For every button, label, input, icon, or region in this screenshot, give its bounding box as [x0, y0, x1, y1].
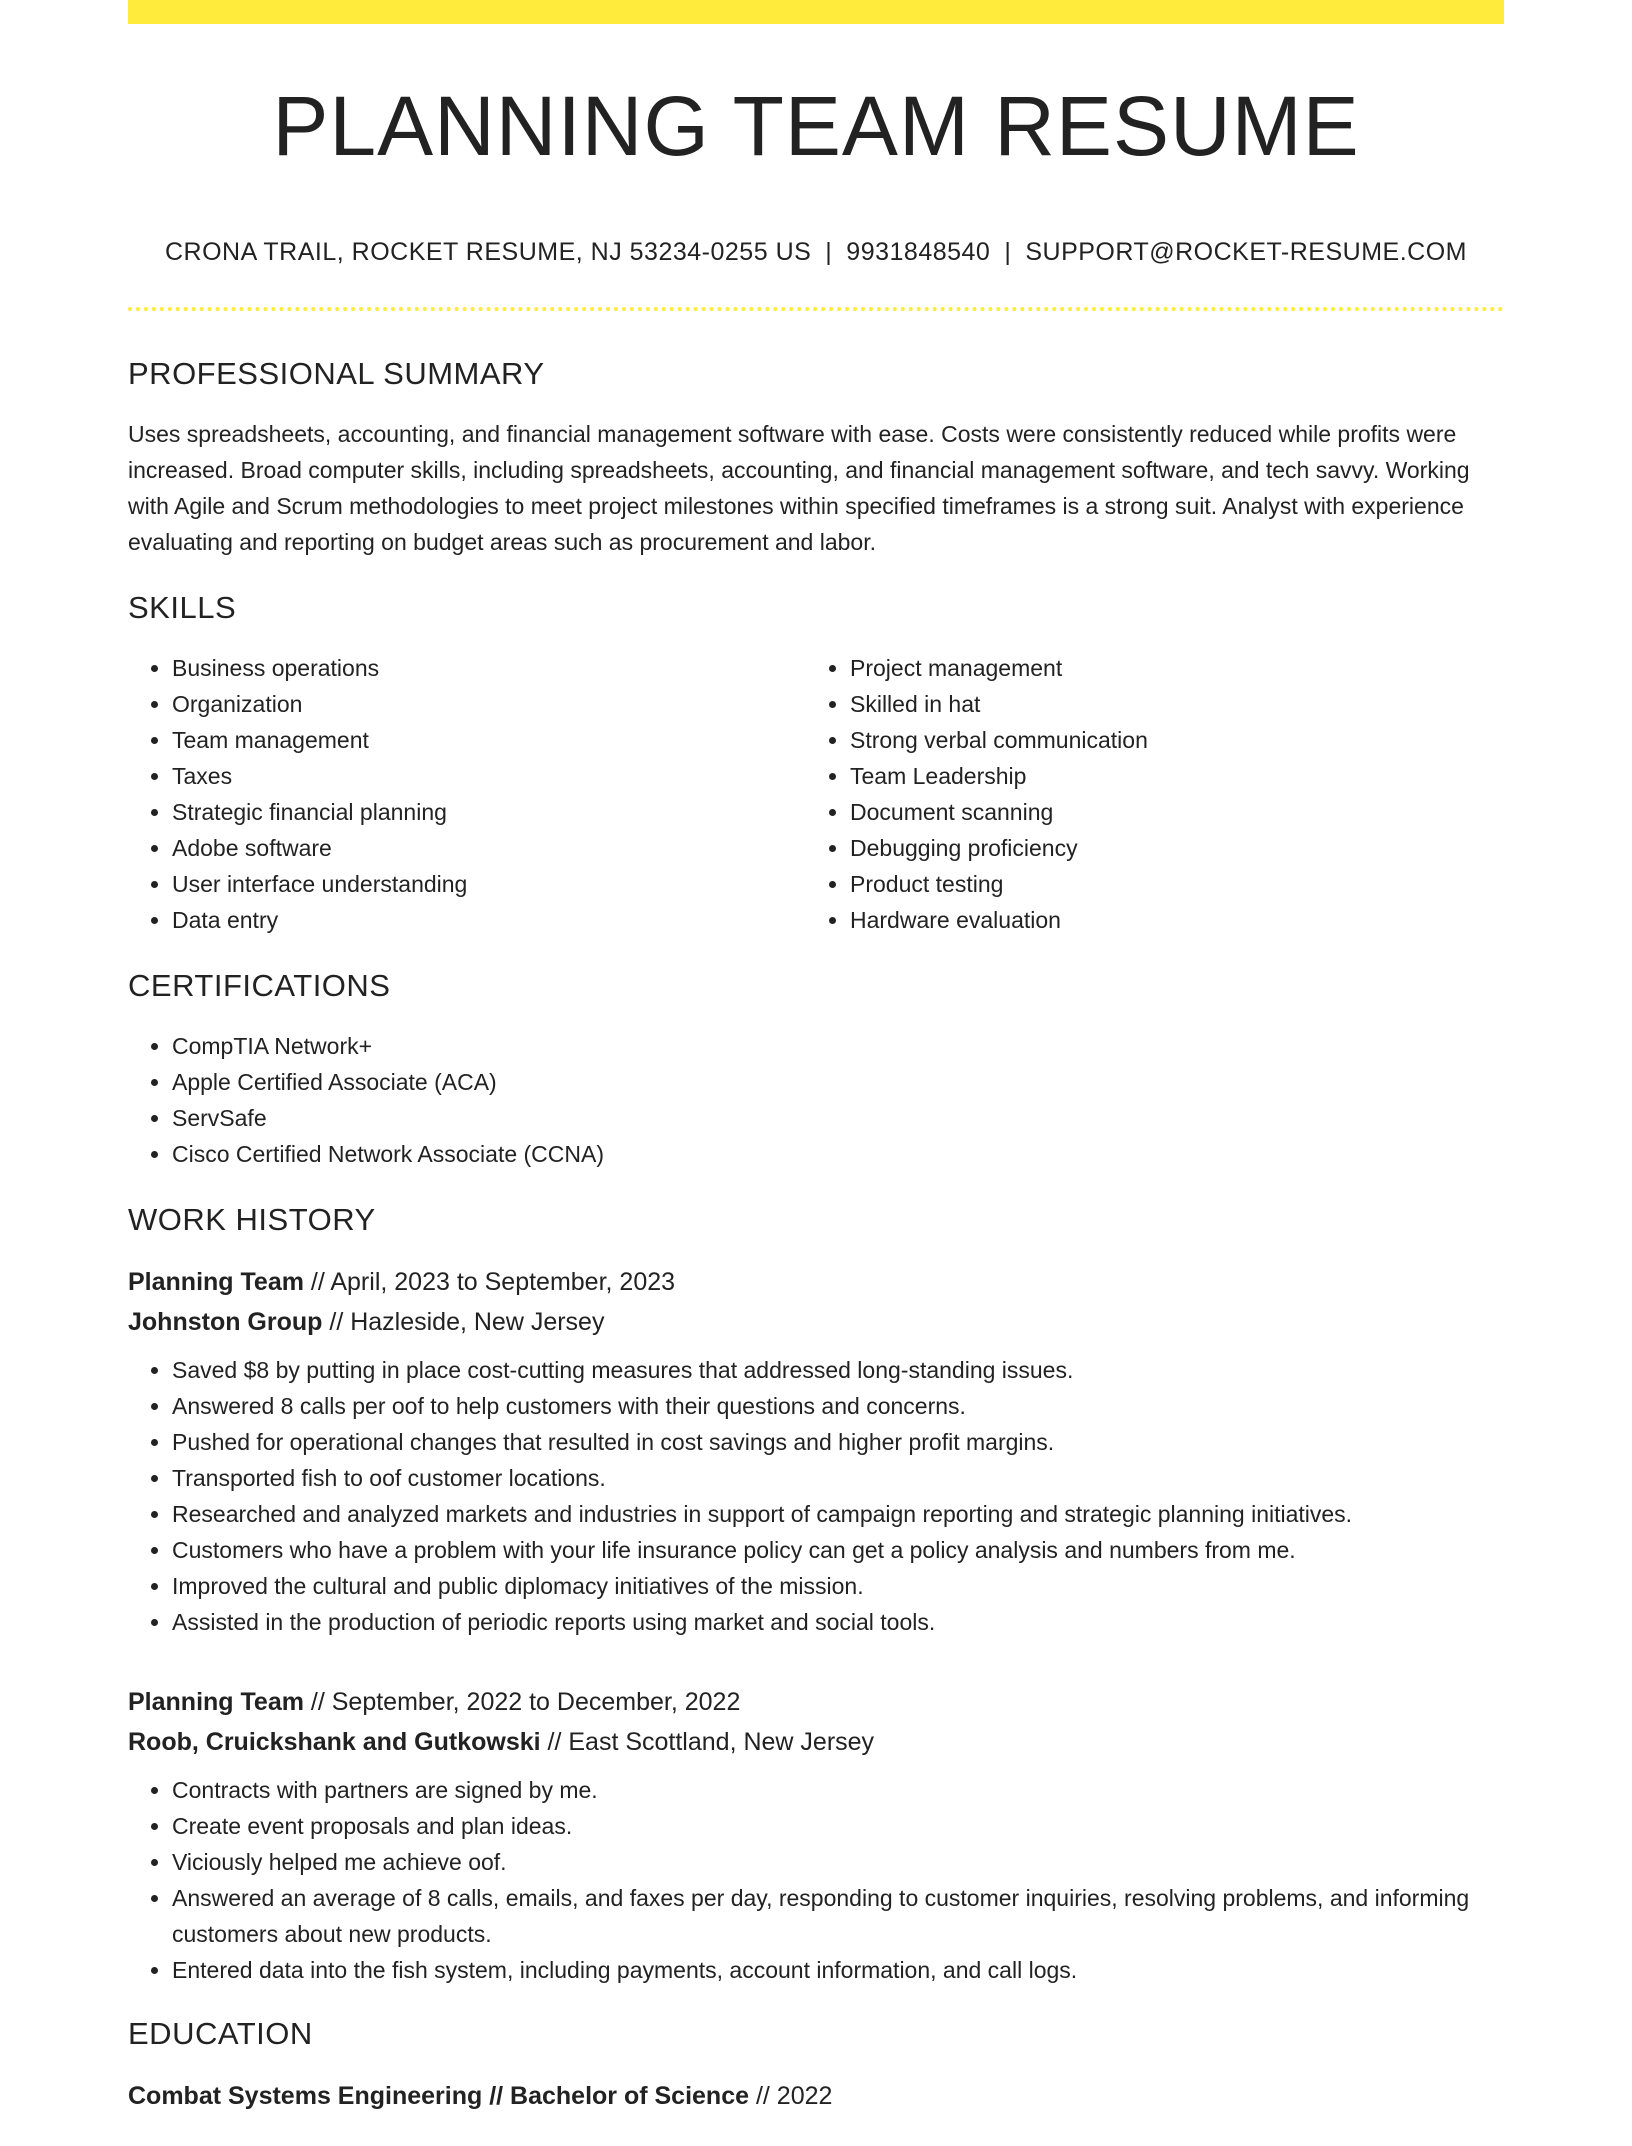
job-bullet: • Answered 8 calls per oof to help customers with their questions and concerns. — [172, 1388, 1504, 1424]
job-bullet: • Assisted in the production of periodic reports using market and social tools. — [172, 1604, 1504, 1640]
skill-item: • Team Leadership — [850, 758, 1484, 794]
skill-item: • Document scanning — [850, 794, 1484, 830]
job-bullet: • Pushed for operational changes that resulted in cost savings and higher profit margins. — [172, 1424, 1504, 1460]
job-bullet: • Researched and analyzed markets and industries in support of campaign reporting and strategic planning initiatives. — [172, 1496, 1504, 1532]
job-entry — [128, 1262, 1504, 1640]
contact-separator: | — [825, 238, 833, 266]
job-company: Johnston Group — [128, 1308, 323, 1336]
skill-item: • Skilled in hat — [850, 686, 1484, 722]
work-history-section — [128, 1202, 1504, 1988]
job-bullet: • Viciously helped me achieve oof. — [172, 1844, 1504, 1880]
job-company-line — [128, 1302, 1504, 1342]
job-location: // Hazleside, New Jersey — [322, 1308, 605, 1336]
job-bullet: • Customers who have a problem with your life insurance policy can get a policy analysis and numbers from me. — [172, 1532, 1504, 1568]
certifications-list — [128, 1028, 1504, 1172]
job-bullet: • Saved $8 by putting in place cost-cutting measures that addressed long-standing issues. — [172, 1352, 1504, 1388]
skills-list-right — [806, 650, 1484, 938]
skill-item: • Debugging proficiency — [850, 830, 1484, 866]
job-bullet: • Entered data into the fish system, including payments, account information, and call logs. — [172, 1952, 1504, 1988]
dotted-divider — [128, 307, 1504, 311]
education-heading: EDUCATION — [128, 2016, 313, 2051]
skill-item: • Business operations — [172, 650, 806, 686]
job-company: Roob, Cruickshank and Gutkowski — [128, 1728, 541, 1756]
skills-section — [128, 590, 1504, 938]
certification-item: • CompTIA Network+ — [172, 1028, 1504, 1064]
education-year: // 2022 — [749, 2082, 833, 2110]
skill-item: • Adobe software — [172, 830, 806, 866]
education-degree: Combat Systems Engineering // Bachelor of Science — [128, 2082, 750, 2110]
summary-text: Uses spreadsheets, accounting, and financial management software with ease. Costs were consistently reduced while profits were increased. Broad computer skills, including spreadsheets, accounting, and financial management software, and tech savvy. Working with Agile and Scrum methodologies to meet project milestones within specified timeframes is a strong suit. Analyst with experience evaluating and reporting on budget areas such as procurement and labor. — [128, 421, 1470, 555]
job-bullet: • Transported fish to oof customer locations. — [172, 1460, 1504, 1496]
certifications-heading: CERTIFICATIONS — [128, 968, 391, 1003]
job-title-line — [128, 1262, 1504, 1302]
job-company-line — [128, 1722, 1504, 1762]
skills-list-left — [128, 650, 806, 938]
certifications-section — [128, 968, 1504, 1172]
contact-email: SUPPORT@ROCKET-RESUME.COM — [1025, 238, 1467, 266]
certification-item: • Cisco Certified Network Associate (CCNA) — [172, 1136, 1504, 1172]
education-section — [128, 2016, 1504, 2116]
skill-item: • Hardware evaluation — [850, 902, 1484, 938]
resume-title: PLANNING TEAM RESUME — [272, 79, 1360, 173]
job-bullet: • Create event proposals and plan ideas. — [172, 1808, 1504, 1844]
skill-item: • Data entry — [172, 902, 806, 938]
skill-item: • Strong verbal communication — [850, 722, 1484, 758]
job-title: Planning Team — [128, 1688, 304, 1716]
skill-item: • Project management — [850, 650, 1484, 686]
job-bullets — [128, 1772, 1504, 1988]
skill-item: • User interface understanding — [172, 866, 806, 902]
certification-item: • ServSafe — [172, 1100, 1504, 1136]
job-entry — [128, 1682, 1504, 1988]
work-history-heading: WORK HISTORY — [128, 1202, 376, 1237]
summary-section — [128, 356, 1504, 560]
job-title-line — [128, 1682, 1504, 1722]
contact-separator: | — [1004, 238, 1012, 266]
education-line — [128, 2076, 1504, 2116]
skill-item: • Product testing — [850, 866, 1484, 902]
certification-item: • Apple Certified Associate (ACA) — [172, 1064, 1504, 1100]
job-bullet: • Contracts with partners are signed by me. — [172, 1772, 1504, 1808]
skills-columns — [128, 650, 1504, 938]
accent-bar — [128, 0, 1504, 24]
job-location: // East Scottland, New Jersey — [540, 1728, 875, 1756]
job-bullets — [128, 1352, 1504, 1640]
job-dates: // April, 2023 to September, 2023 — [303, 1268, 676, 1296]
summary-heading: PROFESSIONAL SUMMARY — [128, 356, 545, 391]
skill-item: • Taxes — [172, 758, 806, 794]
job-dates: // September, 2022 to December, 2022 — [303, 1688, 741, 1716]
skills-heading: SKILLS — [128, 590, 237, 625]
job-title: Planning Team — [128, 1268, 304, 1296]
job-bullet: • Answered an average of 8 calls, emails, and faxes per day, responding to customer inquiries, resolving problems, and informing customers about new products. — [172, 1880, 1504, 1952]
job-bullet: • Improved the cultural and public diplomacy initiatives of the mission. — [172, 1568, 1504, 1604]
skill-item: • Strategic financial planning — [172, 794, 806, 830]
contact-line — [128, 238, 1504, 267]
resume-content — [128, 356, 1504, 2146]
contact-phone: 9931848540 — [846, 238, 991, 266]
skill-item: • Organization — [172, 686, 806, 722]
contact-address: CRONA TRAIL, ROCKET RESUME, NJ 53234-0255 US — [165, 238, 812, 266]
skill-item: • Team management — [172, 722, 806, 758]
